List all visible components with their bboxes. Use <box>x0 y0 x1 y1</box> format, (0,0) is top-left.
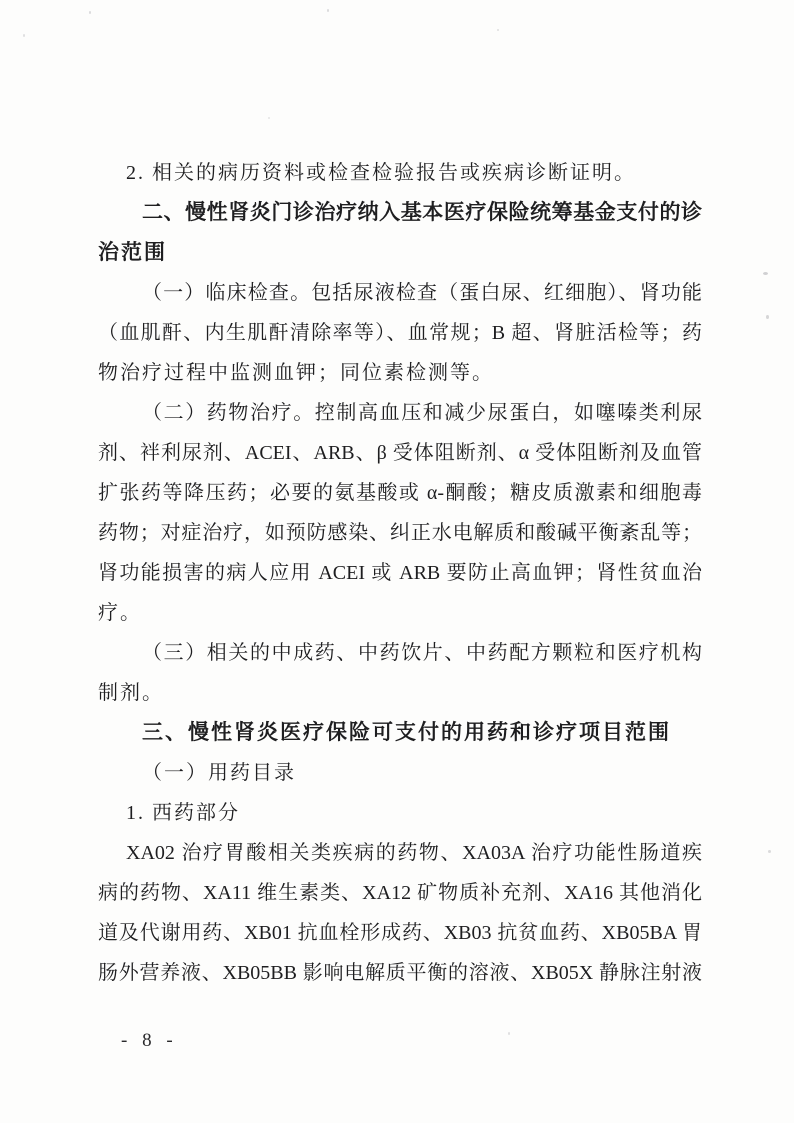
text-line: 1. 西药部分 <box>126 802 240 824</box>
text-line: 药物；对症治疗，如预防感染、纠正水电解质和酸碱平衡紊乱等； <box>98 522 702 544</box>
text-line: 肾功能损害的病人应用 ACEI 或 ARB 要防止高血钾；肾性贫血治 <box>98 562 702 584</box>
scan-speck <box>763 272 768 275</box>
text-line: 剂、袢利尿剂、ACEI、ARB、β 受体阻断剂、α 受体阻断剂及血管 <box>98 442 702 464</box>
text-line: 物治疗过程中监测血钾；同位素检测等。 <box>98 362 494 384</box>
heading-line: 二、慢性肾炎门诊治疗纳入基本医疗保险统筹基金支付的诊 <box>142 201 702 224</box>
text-line: 扩张药等降压药；必要的氨基酸或 α-酮酸；糖皮质激素和细胞毒 <box>98 482 702 504</box>
text-line: （三）相关的中成药、中药饮片、中药配方颗粒和医疗机构 <box>142 642 702 664</box>
scan-speck <box>89 11 91 14</box>
scan-speck <box>768 850 771 853</box>
scan-speck <box>268 117 270 119</box>
text-line: XA02 治疗胃酸相关类疾病的药物、XA03A 治疗功能性肠道疾 <box>126 842 702 864</box>
text-line: （二）药物治疗。控制高血压和减少尿蛋白，如噻嗪类利尿 <box>142 402 702 424</box>
document-body <box>98 153 702 993</box>
scan-speck <box>23 34 25 37</box>
text-line: （一）用药目录 <box>142 762 296 784</box>
scan-speck <box>766 315 769 319</box>
heading-line: 三、慢性肾炎医疗保险可支付的用药和诊疗项目范围 <box>142 721 671 744</box>
text-line: 病的药物、XA11 维生素类、XA12 矿物质补充剂、XA16 其他消化 <box>98 882 702 904</box>
text-line: 制剂。 <box>98 682 164 704</box>
scan-speck <box>508 1032 510 1035</box>
text-line: （血肌酐、内生肌酐清除率等）、血常规；B 超、肾脏活检等；药 <box>98 322 702 344</box>
page-number: - 8 - <box>121 1030 178 1051</box>
scan-speck <box>497 29 499 31</box>
text-line: 疗。 <box>98 602 142 624</box>
scan-speck <box>327 9 329 12</box>
heading-line: 治范围 <box>98 241 167 264</box>
text-line: 肠外营养液、XB05BB 影响电解质平衡的溶液、XB05X 静脉注射液 <box>98 962 702 984</box>
text-line: 2. 相关的病历资料或检查检验报告或疾病诊断证明。 <box>126 162 636 184</box>
text-line: 道及代谢用药、XB01 抗血栓形成药、XB03 抗贫血药、XB05BA 胃 <box>98 922 702 944</box>
text-line: （一）临床检查。包括尿液检查（蛋白尿、红细胞）、肾功能 <box>142 282 702 304</box>
